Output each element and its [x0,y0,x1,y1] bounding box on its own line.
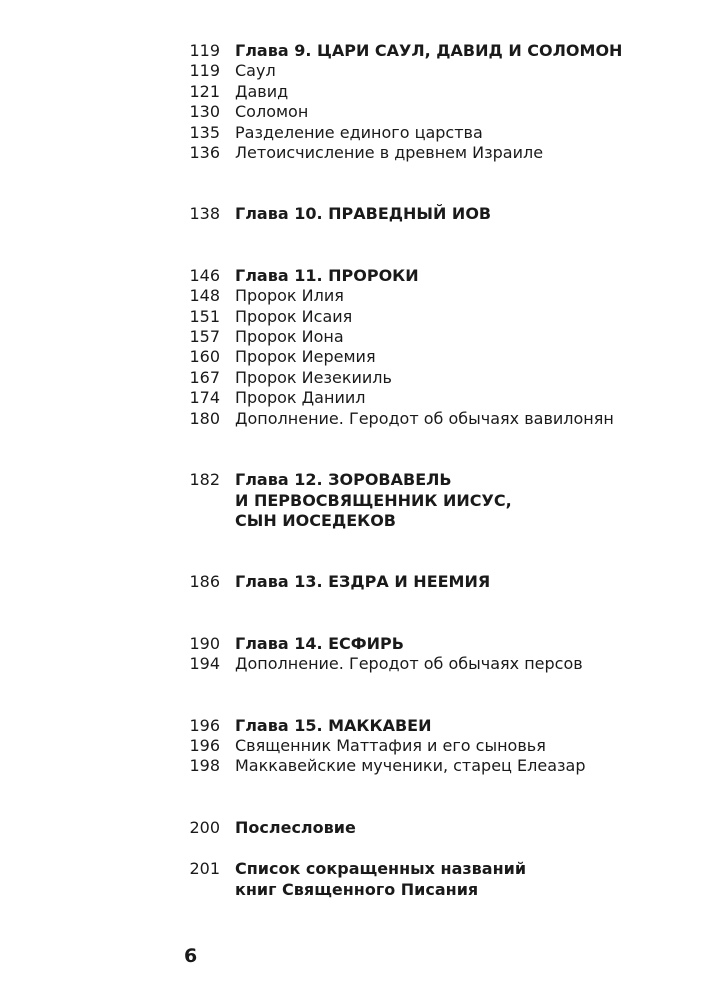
toc-section-title: Давид [235,81,289,101]
toc-entry [180,756,670,776]
toc-page-number: 136 [189,143,220,163]
toc-section-title: Священник Маттафия и его сыновья [235,735,546,755]
page-number: 6 [184,945,198,967]
toc-entry [180,736,670,756]
toc-entry [180,143,670,163]
toc-page-number: 200 [189,817,220,837]
toc-section-title: Разделение единого царства [235,122,483,142]
toc-section-title: Саул [235,61,276,81]
toc-entry [180,307,670,327]
toc-chapter-title: Глава 9. ЦАРИ САУЛ, ДАВИД И СОЛОМОН [235,41,623,60]
toc-page-number: 196 [189,715,220,735]
toc-page-number: 180 [189,408,220,428]
toc-entry [180,102,670,122]
toc-entry [180,327,670,347]
toc-page-number: 196 [189,735,220,755]
toc-entry [180,368,670,388]
table-of-contents [180,41,670,900]
toc-page-number: 146 [189,265,220,285]
toc-chapter-title: Послесловие [235,817,356,837]
toc-section-title: Летоисчисление в древнем Израиле [235,143,544,163]
toc-entry [180,41,670,61]
toc-page-number: 119 [189,61,220,81]
toc-page-number: 119 [189,41,220,60]
toc-entry [180,266,670,286]
toc-page-number: 194 [189,654,220,674]
toc-section-title: Пророк Исаия [235,306,353,326]
toc-chapter-title: Глава 13. ЕЗДРА И НЕЕМИЯ [235,572,491,592]
toc-entry [180,204,670,224]
toc-page-number: 182 [189,470,220,490]
toc-page-number: 151 [189,306,220,326]
toc-page-number: 157 [189,327,220,347]
toc-entry [180,572,670,592]
toc-entry [180,654,670,674]
toc-chapter-title: Глава 10. ПРАВЕДНЫЙ ИОВ [235,204,492,224]
toc-section-title: Пророк Иезекииль [235,367,392,387]
toc-entry [180,347,670,367]
toc-chapter-title: Глава 14. ЕСФИРЬ [235,633,404,653]
toc-entry [180,470,670,531]
toc-page-number: 201 [189,859,220,879]
toc-page-number: 130 [189,102,220,122]
toc-page-number: 121 [189,81,220,101]
toc-chapter-title: Глава 12. ЗОРОВАВЕЛЬ И ПЕРВОСВЯЩЕННИК ИИСУС, СЫН ИОСЕДЕКОВ [235,470,512,530]
toc-page-number: 148 [189,286,220,306]
toc-page-number: 160 [189,347,220,367]
toc-section-title: Маккавейские мученики, старец Елеазар [235,756,586,776]
toc-section-title: Дополнение. Геродот об обычаях персов [235,654,583,674]
toc-page-number: 174 [189,388,220,408]
toc-section-title: Пророк Иона [235,327,344,347]
toc-section-title: Дополнение. Геродот об обычаях вавилонян [235,408,614,428]
toc-section-title: Пророк Иеремия [235,347,376,367]
toc-page-number: 198 [189,756,220,776]
toc-page-number: 138 [189,204,220,224]
toc-chapter-title: Список сокращенных названий книг Священного Писания [235,859,527,899]
toc-page-number: 190 [189,633,220,653]
toc-entry [180,286,670,306]
toc-section-title: Пророк Илия [235,286,344,306]
toc-page-number: 186 [189,572,220,592]
toc-chapter-title: Глава 11. ПРОРОКИ [235,265,419,285]
toc-page-number: 135 [189,122,220,142]
toc-entry [180,818,670,838]
toc-entry [180,859,670,900]
toc-entry [180,716,670,736]
toc-entry [180,82,670,102]
toc-entry [180,123,670,143]
toc-entry [180,388,670,408]
toc-section-title: Пророк Даниил [235,388,366,408]
toc-section-title: Соломон [235,102,309,122]
toc-entry [180,61,670,81]
toc-entry [180,634,670,654]
toc-page-number: 167 [189,367,220,387]
toc-chapter-title: Глава 15. МАККАВЕИ [235,715,432,735]
toc-entry [180,409,670,429]
